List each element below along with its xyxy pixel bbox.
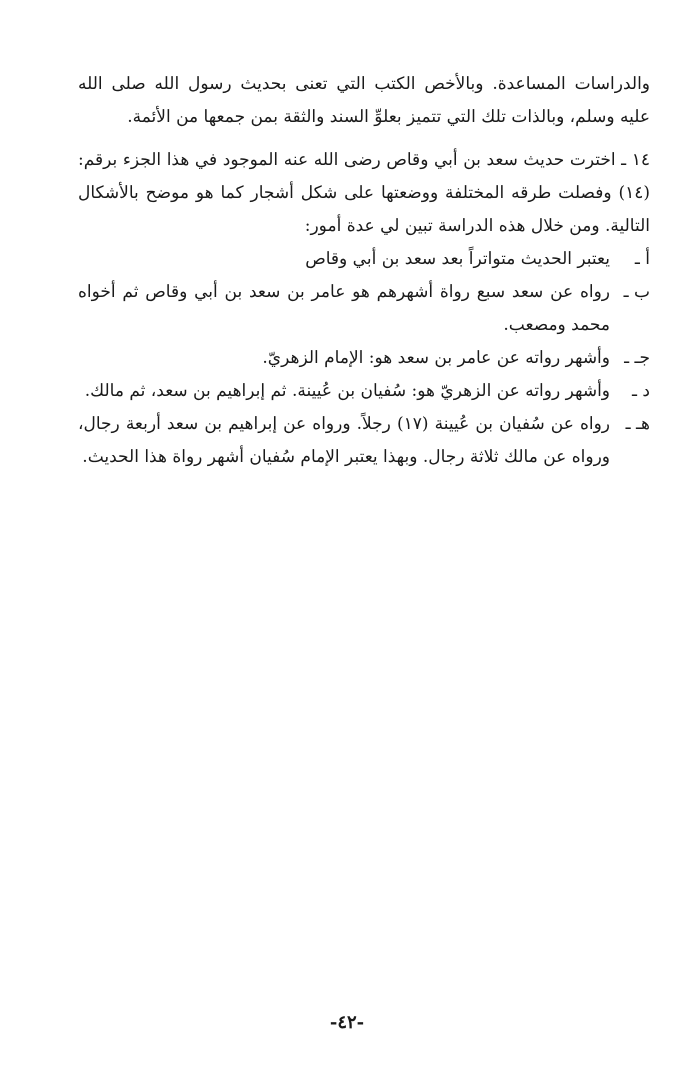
list-item [78,342,650,375]
list-item [78,375,650,408]
list-item [78,408,650,474]
list-marker: أ ـ [634,249,650,269]
intro-paragraph: والدراسات المساعدة. وبالأخص الكتب التي تعنى بحديث رسول الله صلى الله عليه وسلم، وبالذات تلك التي تتميز بعلوِّ السند والثقة بمن جمعها من الأئمة. [78,74,650,127]
list-item-line: وأشهر رواته عن الزهريّ هو: سُفيان بن عُيينة. ثم إبراهيم بن سعد، ثم مالك. [84,381,610,401]
page-body [78,68,650,474]
list-marker: جـ ـ [624,348,650,368]
list-marker: ب ـ [623,282,650,302]
list-item-line: رواه عن سُفيان بن عُيينة (١٧) رجلاً. ورواه عن إبراهيم بن سعد أربعة رجال، ورواه عن مالك ثلاثة رجال. وبهذا يعتبر الإمام سُفيان أشهر رواة هذا الحديث. [78,414,610,467]
list-item-text [78,342,610,375]
list-marker: هـ ـ [625,414,650,434]
section-14-paragraph: ١٤ ـ اخترت حديث سعد بن أبي وقاص رضى الله عنه الموجود في هذا الجزء برقم: (١٤) وفصلت طرقه المختلفة ووضعتها على شكل أشجار كما هو موضح بالأشكال التالية. ومن خلال هذه الدراسة تبين لي عدة أمور: [78,150,650,236]
list-marker: د ـ [632,381,650,401]
list-item-line: رواه عن سعد سبع رواة أشهرهم هو عامر بن سعد بن أبي وقاص ثم أخواه محمد ومصعب. [78,282,610,335]
list-item-text [78,276,610,342]
findings-list [78,243,650,474]
list-item [78,243,650,276]
list-item-line: يعتبر الحديث متواتراً بعد سعد بن أبي وقاص [305,249,610,269]
list-item-text [78,408,610,474]
page-number: -٤٢- [329,1012,365,1033]
list-item-text [78,243,610,276]
list-item-text [78,375,610,408]
list-item-line: وأشهر رواته عن عامر بن سعد هو: الإمام الزهريّ. [262,348,610,368]
list-item [78,276,650,342]
